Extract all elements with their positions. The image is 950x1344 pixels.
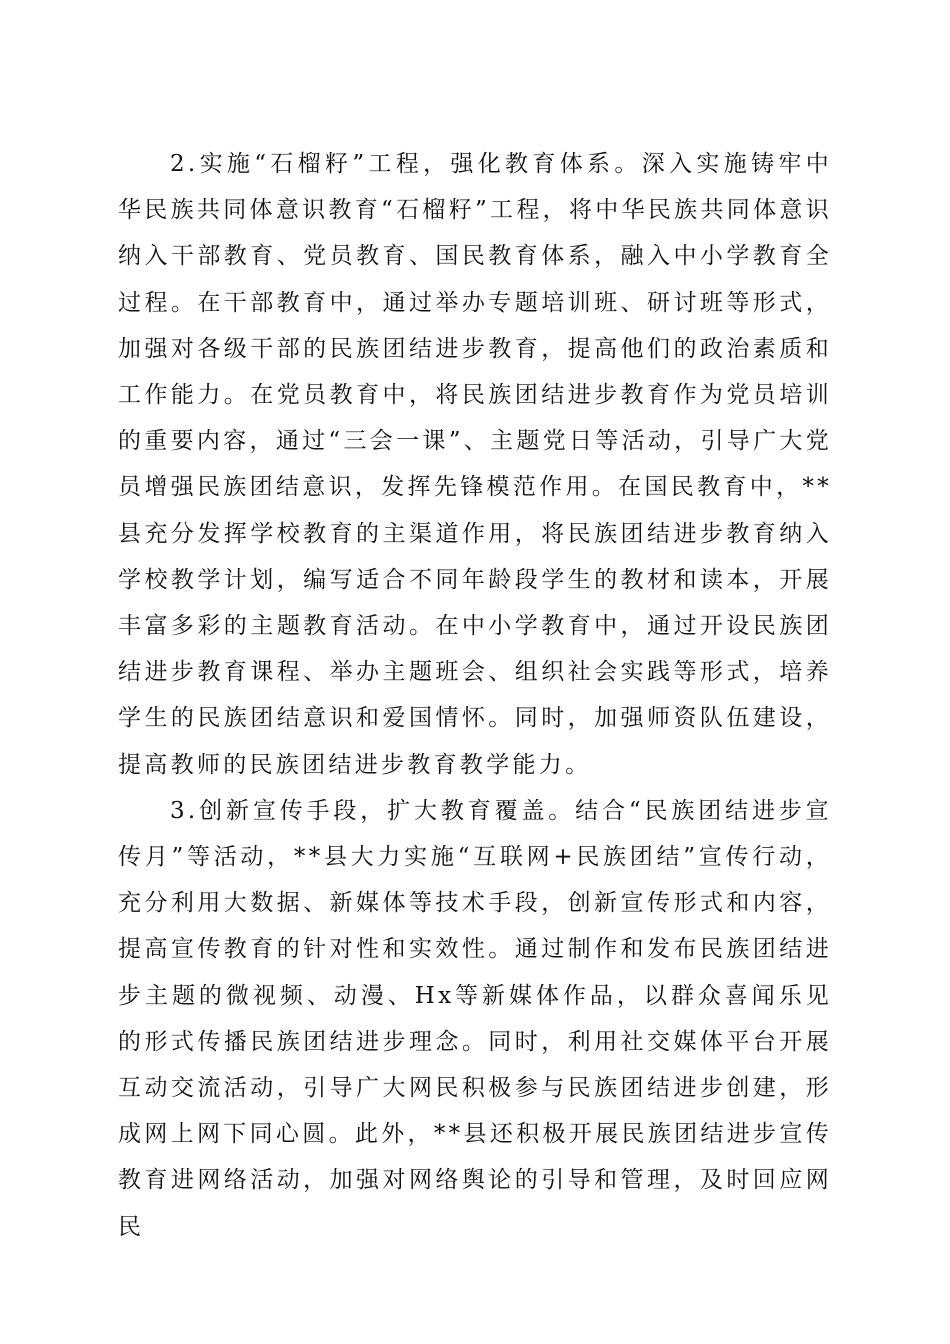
paragraph-shiliuzi-project: 2.实施“石榴籽”工程，强化教育体系。深入实施铸牢中华民族共同体意识教育“石榴籽”工程，将中华民族共同体意识纳入干部教育、党员教育、国民教育体系，融入中小学教育全过程。在干部教育中，通过举办专题培训班、研讨班等形式，加强对各级干部的民族团结进步教育，提高他们的政治素质和工作能力。在党员教育中，将民族团结进步教育作为党员培训的重要内容，通过“三会一课”、主题党日等活动，引导广大党员增强民族团结意识，发挥先锋模范作用。在国民教育中，**县充分发挥学校教育的主渠道作用，将民族团结进步教育纳入学校教学计划，编写适合不同年龄段学生的教材和读本，开展丰富多彩的主题教育活动。在中小学教育中，通过开设民族团结进步教育课程、举办主题班会、组织社会实践等形式，培养学生的民族团结意识和爱国情怀。同时，加强师资队伍建设，提高教师的民族团结进步教育教学能力。 bbox=[118, 151, 832, 778]
paragraph-publicity-innovation: 3.创新宣传手段，扩大教育覆盖。结合“民族团结进步宣传月”等活动，**县大力实施“互联网+民族团结”宣传行动，充分利用大数据、新媒体等技术手段，创新宣传形式和内容，提高宣传教育的针对性和实效性。通过制作和发布民族团结进步主题的微视频、动漫、Hx等新媒体作品，以群众喜闻乐见的形式传播民族团结进步理念。同时，利用社交媒体平台开展互动交流活动，引导广大网民积极参与民族团结进步创建，形成网上网下同心圆。此外，**县还积极开展民族团结进步宣传教育进网络活动，加强对网络舆论的引导和管理，及时回应网民 bbox=[118, 797, 832, 1240]
document-body bbox=[118, 141, 832, 1250]
